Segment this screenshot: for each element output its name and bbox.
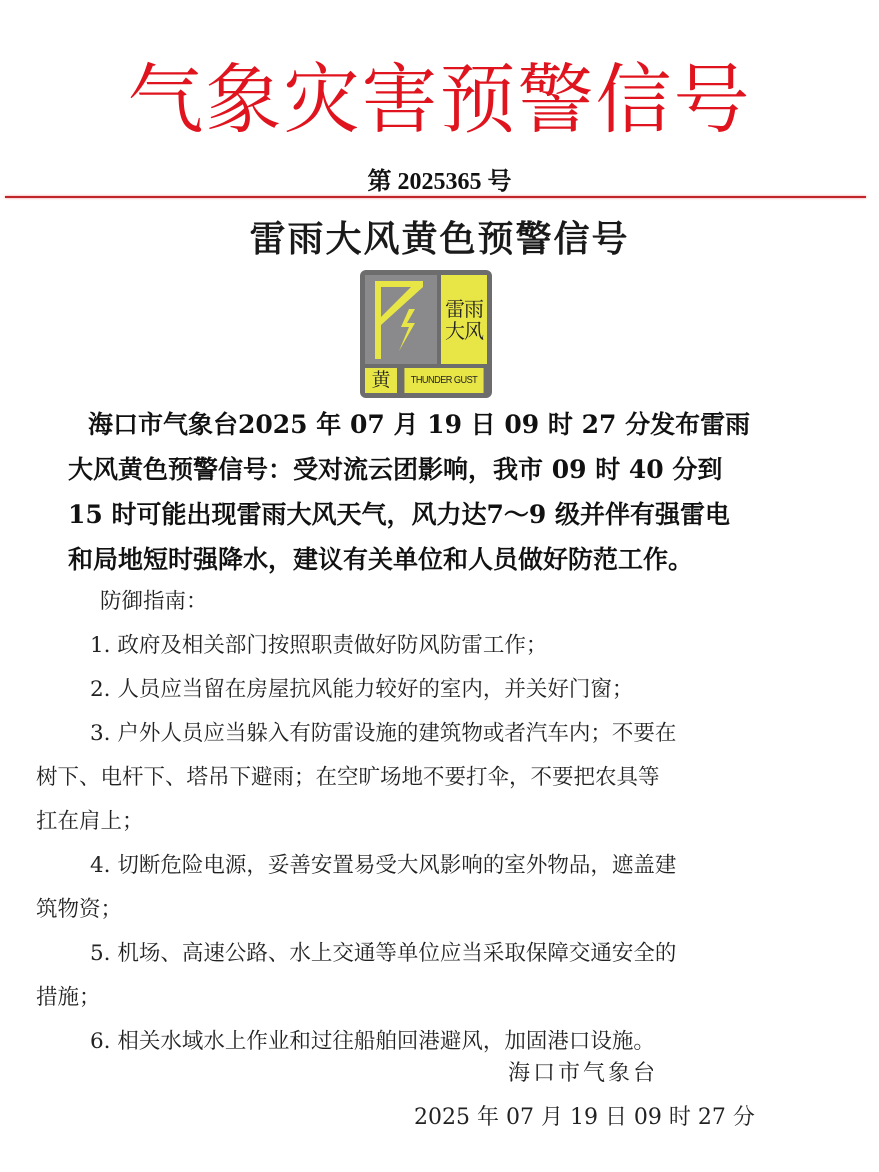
lightning-pole-icon <box>365 275 437 364</box>
signal-words <box>441 275 487 364</box>
signal-english-label: THUNDER GUST <box>404 368 483 393</box>
guide-item-3-cont: 扛在肩上； <box>36 809 144 834</box>
guide-heading: 防御指南： <box>100 589 208 614</box>
header-divider <box>5 196 866 198</box>
signal-word-line: 大风 <box>445 318 483 343</box>
guide-item-1: 1. 政府及相关部门按照职责做好防风防雷工作； <box>90 633 548 658</box>
announcement-paragraph <box>68 402 828 582</box>
announcement-line: 和局地短时强降水，建议有关单位和人员做好防范工作。 <box>68 545 694 574</box>
guide-item-2: 2. 人员应当留在房屋抗风能力较好的室内，并关好门窗； <box>90 677 634 702</box>
signal-level: 黄 <box>365 368 397 393</box>
thunder-gust-yellow-icon <box>360 270 492 398</box>
guide-item-4-cont: 筑物资； <box>36 897 123 922</box>
guide-item-6: 6. 相关水域水上作业和过往船舶回港避风，加固港口设施。 <box>90 1029 655 1054</box>
signal-title: 雷雨大风黄色预警信号 <box>249 219 630 260</box>
announcement-line: 15 时可能出现雷雨大风天气，风力达7～9 级并伴有强雷电 <box>68 500 730 529</box>
document-title: 气象灾害预警信号 <box>127 55 752 144</box>
guide-item-3-cont: 树下、电杆下、塔吊下避雨；在空旷场地不要打伞，不要把农具等 <box>36 765 660 790</box>
guide-item-3: 3. 户外人员应当躲入有防雷设施的建筑物或者汽车内；不要在 <box>90 721 677 746</box>
signal-word-line: 雷雨 <box>445 296 483 321</box>
guide-item-5: 5. 机场、高速公路、水上交通等单位应当采取保障交通安全的 <box>90 941 677 966</box>
announcement-line: 海口市气象台2025 年 07 月 19 日 09 时 27 分发布雷雨 <box>88 410 751 439</box>
defense-guide <box>36 580 836 1064</box>
announcement-line: 大风黄色预警信号：受对流云团影响，我市 09 时 40 分到 <box>68 455 723 484</box>
guide-item-5-cont: 措施； <box>36 985 101 1010</box>
issuer-signature: 海口市气象台 <box>508 1061 659 1086</box>
guide-item-4: 4. 切断危险电源，妥善安置易受大风影响的室外物品，遮盖建 <box>90 853 677 878</box>
issue-date: 2025 年 07 月 19 日 09 时 27 分 <box>414 1105 755 1130</box>
document-number: 第 2025365 号 <box>367 169 512 195</box>
